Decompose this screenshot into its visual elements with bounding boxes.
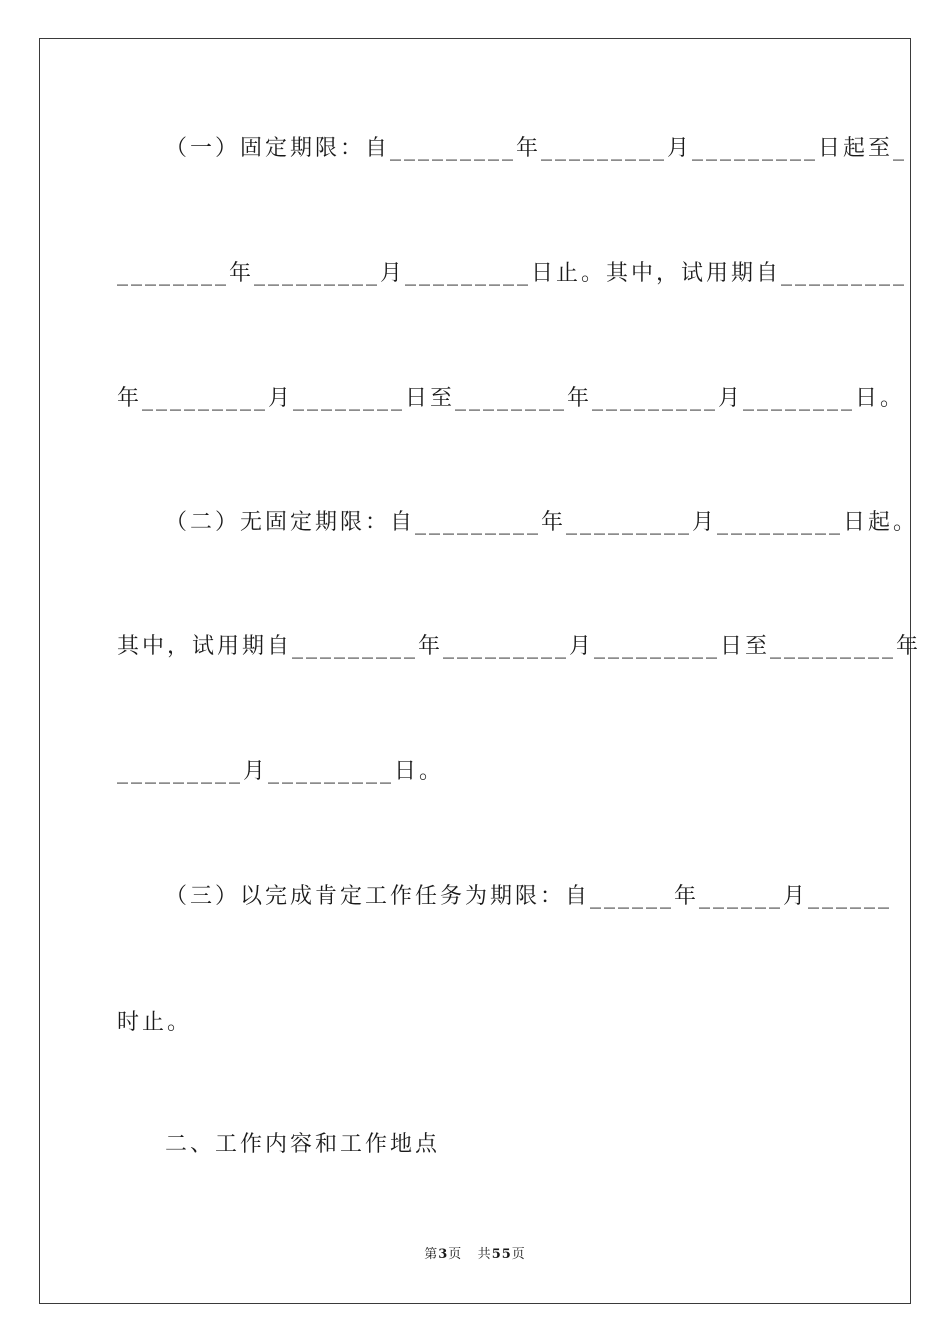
clause-1-line-3: 年_________月________日至________年_________月________日。 bbox=[117, 386, 906, 411]
clause-2-line-2: 其中，试用期自_________年_________月_________日至_________年 bbox=[117, 634, 922, 659]
footer-page-prefix: 第 bbox=[424, 1247, 439, 1262]
page-border bbox=[39, 38, 911, 1304]
clause-1-line-1: （一）固定期限：自_________年_________月_________日起至_ bbox=[165, 136, 908, 161]
section-heading: 二、工作内容和工作地点 bbox=[165, 1132, 441, 1157]
footer-total-suffix: 页 bbox=[511, 1247, 526, 1262]
clause-2-line-3: _________月_________日。 bbox=[117, 759, 445, 784]
clause-2-line-1: （二）无固定期限：自_________年_________月_________日起。 bbox=[165, 510, 919, 535]
page-footer bbox=[0, 1243, 950, 1262]
footer-total-prefix: 共 bbox=[477, 1247, 492, 1262]
footer-total-pages: 55 bbox=[491, 1247, 512, 1262]
footer-page-number: 3 bbox=[438, 1247, 449, 1262]
clause-3-line-2: 时止。 bbox=[117, 1010, 193, 1035]
clause-1-line-2: ________年_________月_________日止。其中，试用期自_________ bbox=[117, 261, 908, 286]
clause-3-line-1: （三）以完成肯定工作任务为期限：自______年______月______ bbox=[165, 884, 893, 909]
footer-page-suffix: 页 bbox=[448, 1247, 463, 1262]
